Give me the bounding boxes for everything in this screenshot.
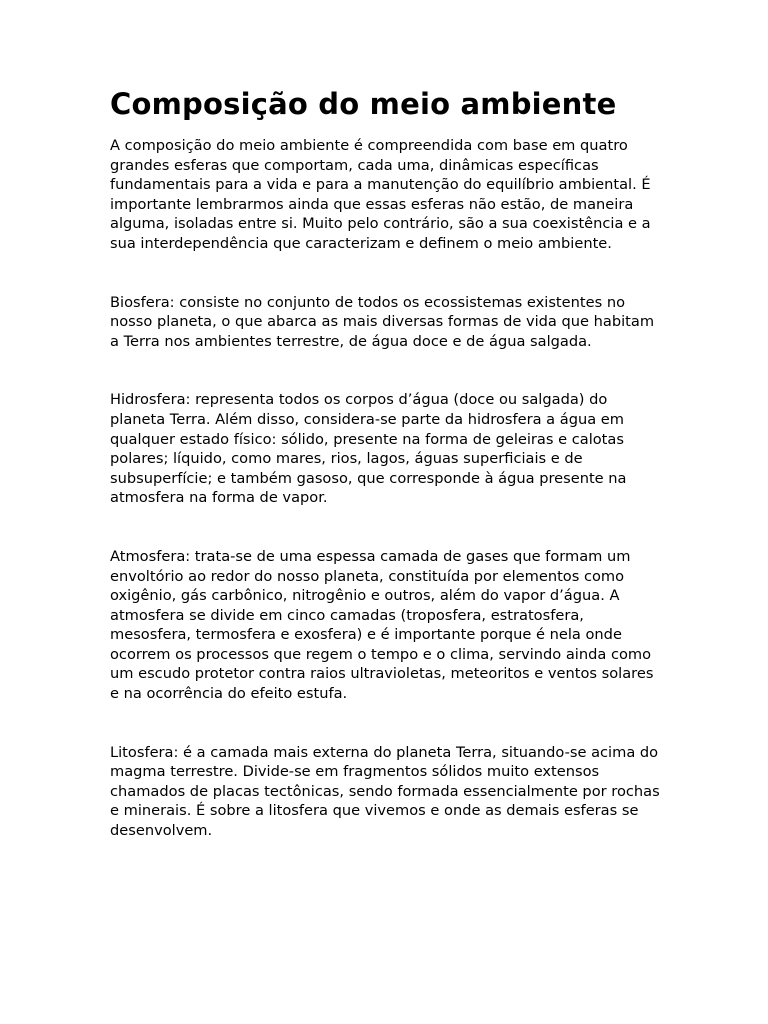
page-title: Composição do meio ambiente xyxy=(110,87,617,121)
hidrosfera-paragraph: Hidrosfera: representa todos os corpos d’água (doce ou salgada) do planeta Terra. Além disso, considera-se parte da hidrosfera a água em qualquer estado físico: sólido, presente na forma de geleiras e calotas polares; líquido, como mares, rios, lagos, águas superficiais e de subsuperfície; e também gasoso, que corresponde à água presente na atmosfera na forma de vapor. xyxy=(110,391,627,507)
document-page xyxy=(110,86,662,841)
biosfera-paragraph: Biosfera: consiste no conjunto de todos os ecossistemas existentes no nosso planeta, o que abarca as mais diversas formas de vida que habitam a Terra nos ambientes terrestre, de água doce e de água salgada. xyxy=(110,293,655,350)
atmosfera-paragraph: Atmosfera: trata-se de uma espessa camada de gases que formam um envoltório ao redor do nosso planeta, constituída por elementos como oxigênio, gás carbônico, nitrogênio e outros, além do vapor d’água. A atmosfera se divide em cinco camadas (troposfera, estratosfera, mesosfera, termosfera e exosfera) e é importante porque é nela onde ocorrem os processos que regem o tempo e o clima, servindo ainda como um escudo protetor contra raios ultravioletas, meteoritos e ventos solares e na ocorrência do efeito estufa. xyxy=(110,547,654,703)
intro-paragraph: A composição do meio ambiente é compreendida com base em quatro grandes esferas que comportam, cada uma, dinâmicas específicas fundamentais para a vida e para a manutenção do equilíbrio ambiental. É importante lembrarmos ainda que essas esferas não estão, de maneira alguma, isoladas entre si. Muito pelo contrário, são a sua coexistência e a sua interdependência que caracterizam e definem o meio ambiente. xyxy=(110,137,651,252)
litosfera-paragraph: Litosfera: é a camada mais externa do planeta Terra, situando-se acima do magma terrestre. Divide-se em fragmentos sólidos muito extensos chamados de placas tectônicas, sendo formada essencialmente por rochas e minerais. É sobre a litosfera que vivemos e onde as demais esferas se desenvolvem. xyxy=(110,743,660,840)
